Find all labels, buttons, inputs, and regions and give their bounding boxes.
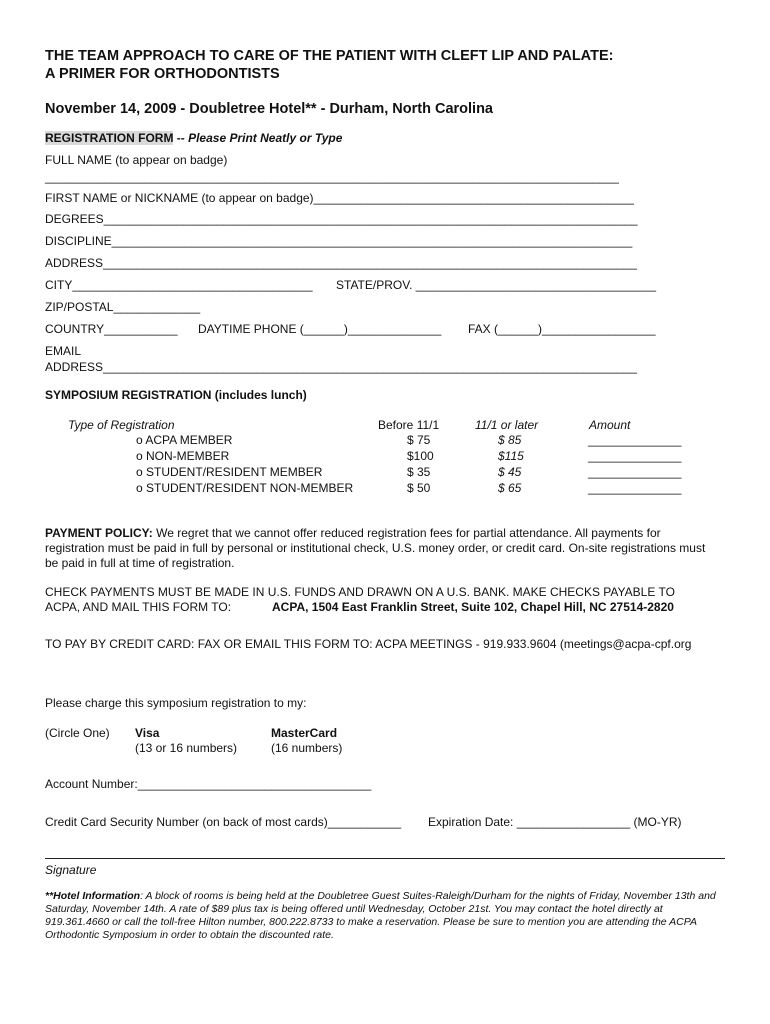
- symposium-heading: SYMPOSIUM REGISTRATION (includes lunch): [45, 388, 307, 402]
- col-amount-header: Amount: [589, 418, 631, 432]
- col-before-header: Before 11/1: [378, 418, 440, 432]
- mastercard-option[interactable]: MasterCard: [271, 726, 338, 740]
- price-after: $ 85: [498, 433, 522, 447]
- email-address-field[interactable]: ADDRESS________________________________________________________________________________: [45, 360, 637, 374]
- full-name-label: FULL NAME (to appear on badge): [45, 153, 228, 167]
- registration-form-label: REGISTRATION FORM: [45, 131, 174, 145]
- hotel-information-text: : A block of rooms is being held at the Doubletree Guest Suites-Raleigh/Durham for the nights of Friday, November 13th and Saturday, November 14th. A rate of $89 plus tax is being offered until Wednesday, October 21st. You may contact the hotel directly at 919.361.4660 or call the toll-free Hilton number, 800.222.8733 to make a reservation. Please be sure to mention you are attending the ACPA Orthodontic Symposium in order to obtain the discounted rate.: [45, 890, 716, 941]
- col-type-header: Type of Registration: [68, 418, 175, 432]
- price-before: $100: [407, 449, 434, 463]
- event-details: November 14, 2009 - Doubletree Hotel** - Durham, North Carolina: [45, 101, 493, 117]
- amount-field[interactable]: ______________: [588, 465, 682, 479]
- country-field[interactable]: COUNTRY___________: [45, 322, 178, 336]
- zip-field[interactable]: ZIP/POSTAL_____________: [45, 300, 201, 314]
- full-name-field[interactable]: ______________________________________________________________________________________: [45, 170, 619, 184]
- daytime-phone-field[interactable]: DAYTIME PHONE (______)______________: [198, 322, 442, 336]
- charge-instructions: Please charge this symposium registration to my:: [45, 696, 307, 710]
- signature-line[interactable]: [45, 858, 725, 859]
- amount-field[interactable]: ______________: [588, 433, 682, 447]
- circle-one-label: (Circle One): [45, 726, 110, 740]
- price-after: $ 65: [498, 481, 522, 495]
- visa-note: (13 or 16 numbers): [135, 741, 238, 755]
- security-number-field[interactable]: Credit Card Security Number (on back of most cards)___________: [45, 815, 402, 829]
- hotel-information: [45, 890, 727, 942]
- address-field[interactable]: ADDRESS________________________________________________________________________________: [45, 256, 637, 270]
- discipline-field[interactable]: DISCIPLINE______________________________________________________________________________: [45, 234, 633, 248]
- amount-field[interactable]: ______________: [588, 449, 682, 463]
- expiration-date-field[interactable]: Expiration Date: _________________ (MO-YR): [428, 815, 682, 829]
- mailing-address: ACPA, 1504 East Franklin Street, Suite 102, Chapel Hill, NC 27514-2820: [272, 600, 674, 614]
- signature-label: Signature: [45, 863, 97, 877]
- check-instructions-line1: CHECK PAYMENTS MUST BE MADE IN U.S. FUNDS AND DRAWN ON A U.S. BANK. MAKE CHECKS PAYABLE TO: [45, 585, 675, 599]
- city-field[interactable]: CITY____________________________________: [45, 278, 313, 292]
- reg-type-option[interactable]: o STUDENT/RESIDENT MEMBER: [136, 465, 323, 479]
- email-label: EMAIL: [45, 344, 82, 358]
- mastercard-note: (16 numbers): [271, 741, 343, 755]
- hotel-information-label: **Hotel Information: [45, 890, 141, 902]
- price-before: $ 50: [407, 481, 431, 495]
- degrees-field[interactable]: DEGREES________________________________________________________________________________: [45, 212, 638, 226]
- reg-type-option[interactable]: o NON-MEMBER: [136, 449, 230, 463]
- col-after-header: 11/1 or later: [475, 418, 539, 432]
- page-title-line1: THE TEAM APPROACH TO CARE OF THE PATIENT WITH CLEFT LIP AND PALATE:: [45, 48, 614, 64]
- amount-field[interactable]: ______________: [588, 481, 682, 495]
- fax-field[interactable]: FAX (______)_________________: [468, 322, 656, 336]
- check-instructions-line2: ACPA, AND MAIL THIS FORM TO:: [45, 600, 232, 614]
- payment-policy-text: We regret that we cannot offer reduced registration fees for partial attendance. All payments for registration must be paid in full by personal or institutional check, U.S. money order, or credit card. On-site registrations must be paid in full at time of registration.: [45, 526, 706, 570]
- page-title-line2: A PRIMER FOR ORTHODONTISTS: [45, 66, 280, 82]
- state-field[interactable]: STATE/PROV. ____________________________________: [336, 278, 657, 292]
- registration-form-note: -- Please Print Neatly or Type: [173, 131, 343, 145]
- price-before: $ 35: [407, 465, 431, 479]
- reg-type-option[interactable]: o ACPA MEMBER: [136, 433, 233, 447]
- account-number-field[interactable]: Account Number:___________________________________: [45, 777, 372, 791]
- first-name-field[interactable]: FIRST NAME or NICKNAME (to appear on badge)________________________________________________: [45, 191, 634, 205]
- price-after: $ 45: [498, 465, 522, 479]
- payment-policy: [45, 526, 717, 571]
- credit-card-instructions: TO PAY BY CREDIT CARD: FAX OR EMAIL THIS FORM TO: ACPA MEETINGS - 919.933.9604 (meetings@acpa-cpf.org: [45, 637, 692, 651]
- price-before: $ 75: [407, 433, 431, 447]
- visa-option[interactable]: Visa: [135, 726, 160, 740]
- registration-form-heading: [45, 131, 342, 145]
- price-after: $115: [498, 449, 524, 463]
- payment-policy-label: PAYMENT POLICY:: [45, 526, 153, 540]
- reg-type-option[interactable]: o STUDENT/RESIDENT NON-MEMBER: [136, 481, 354, 495]
